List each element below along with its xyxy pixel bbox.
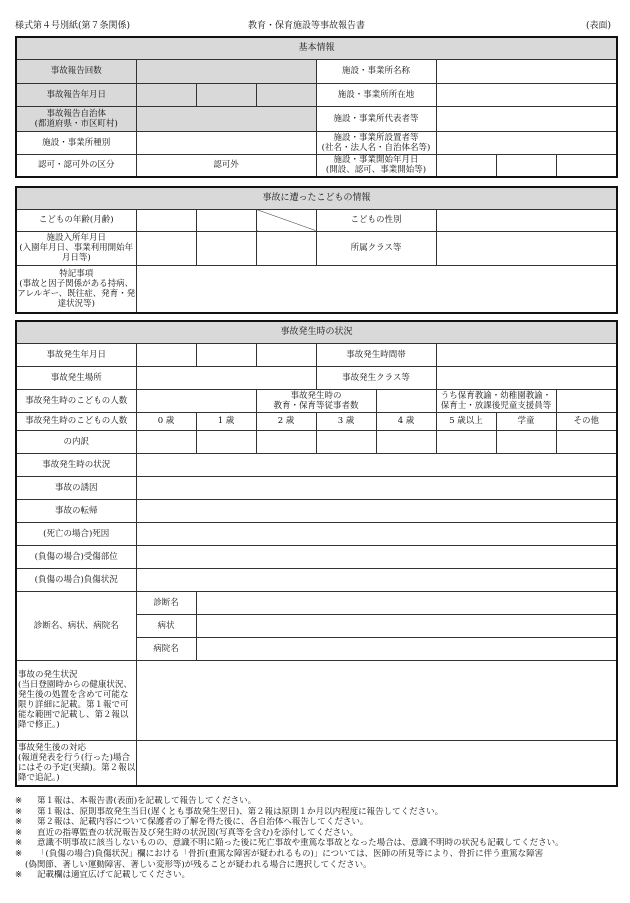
report-date-year[interactable] [136,83,196,106]
municipality-field[interactable] [136,106,316,131]
num-children-label: 事故発生時のこどもの人数 [16,389,136,412]
special-notes-label: 特記事項 (事故と因子関係がある持病、アレルギー、既往症、発育・発達状況等) [16,265,136,313]
cause-label: 事故の誘因 [16,476,136,499]
incident-class-label: 事故発生クラス等 [316,366,436,389]
age-header-0: 0 歳 [136,412,196,430]
age-header-3: 3 歳 [316,412,376,430]
diagnosis-label: 診断名 [136,591,196,614]
situation-field[interactable] [136,453,617,476]
age-header-1: 1 歳 [196,412,256,430]
start-date-label: 施設・事業開始年月日 (開設、認可、事業開始等) [316,154,436,177]
incident-table [15,320,618,787]
note-item: (偽関節、著しい運動障害、著しい変形等)が残ることが疑われる場合に選択してください。 [25,859,372,870]
hospital-field[interactable] [196,637,617,660]
response-label: 事故発生後の対応 (報道発表を行う(行った)場合にはその予定(実績)。第２報以降で追記。) [16,740,136,786]
age-count-4[interactable] [376,430,436,453]
child-gender-field[interactable] [436,209,617,231]
age-header-6: 学童 [496,412,556,430]
age-count-2[interactable] [256,430,316,453]
special-notes-field[interactable] [136,265,617,313]
section-child-info: 事故に遭ったこどもの情報 [16,187,617,209]
num-staff-field[interactable] [376,389,436,412]
injury-site-field[interactable] [136,545,617,568]
injury-status-field[interactable] [136,568,617,591]
incident-class-field[interactable] [436,366,617,389]
injury-site-label: (負傷の場合)受傷部位 [16,545,136,568]
age-header-7: その他 [556,412,617,430]
progress-label: 事故の発生状況 (当日登園時からの健康状況、発生後の処置を含めて可能な限り詳細に記載。第１報で可能な範囲で記載し、第２報以降で修正。) [16,660,136,740]
facility-address-label: 施設・事業所所在地 [316,83,436,106]
report-date-label: 事故報告年月日 [16,83,136,106]
facility-name-field[interactable] [436,59,617,83]
age-header-5: 5 歳以上 [436,412,496,430]
report-count-label: 事故報告回数 [16,59,136,83]
incident-place-label: 事故発生場所 [16,366,136,389]
num-qualified-field[interactable] [556,389,617,412]
child-class-field[interactable] [436,231,617,265]
diagnosis-field[interactable] [196,591,617,614]
founder-label: 施設・事業所設置者等 (社名・法人名・自治体名等) [316,131,436,154]
age-header-4: 4 歳 [376,412,436,430]
diagnosis-group-label: 診断名、病状、病院名 [16,591,136,660]
incident-time-label: 事故発生時間帯 [316,343,436,366]
breakdown-label-1: 事故発生時のこどもの人数 [16,412,136,430]
symptom-label: 病状 [136,614,196,637]
child-age-diagonal [256,209,316,231]
note-item: ※ 第１報は、本報告書(表面)を記載して報告してください。 [15,796,257,806]
injury-status-label: (負傷の場合)負傷状況 [16,568,136,591]
report-date-day[interactable] [256,83,316,106]
age-count-5[interactable] [436,430,496,453]
representative-label: 施設・事業所代表者等 [316,106,436,131]
representative-field[interactable] [436,106,617,131]
section-basic-info: 基本情報 [16,37,617,59]
incident-date-day[interactable] [256,343,316,366]
report-date-month[interactable] [196,83,256,106]
breakdown-label-2: の内訳 [16,430,136,453]
response-field[interactable] [136,740,617,786]
hospital-label: 病院名 [136,637,196,660]
start-date-day[interactable] [556,154,617,177]
start-date-year[interactable] [436,154,496,177]
age-count-0[interactable] [136,430,196,453]
outcome-label: 事故の転帰 [16,499,136,522]
note-item: ※ 直近の指導監査の状況報告及び発生時の状況図(写真等を含む)を添付してください。 [15,827,359,838]
note-item: ※ 記載欄は適宜広げて記載してください。 [15,870,191,881]
situation-label: 事故発生時の状況 [16,453,136,476]
child-age-year[interactable] [136,209,196,231]
child-info-table [15,186,618,314]
age-count-3[interactable] [316,430,376,453]
note-item: ※ 第２報は、記載内容について保護者の了解を得た後に、各自治体へ報告してください。 [15,817,369,828]
note-item: ※ 第１報は、原則事故発生当日(遅くとも事故発生翌日)、第２報は原則１か月以内程度に報告してください。 [15,806,444,817]
age-count-1[interactable] [196,430,256,453]
age-header-2: 2 歳 [256,412,316,430]
num-qualified-label: うち保育教諭・幼稚園教諭・ 保育士・放課後児童支援員等 [436,389,556,412]
notes-list [15,796,620,881]
facility-type-label: 施設・事業所種別 [16,131,136,154]
facility-address-field[interactable] [436,83,617,106]
incident-date-year[interactable] [136,343,196,366]
child-age-month[interactable] [196,209,256,231]
death-cause-label: (死亡の場合)死因 [16,522,136,545]
outcome-field[interactable] [136,499,617,522]
incident-date-month[interactable] [196,343,256,366]
symptom-field[interactable] [196,614,617,637]
age-count-7[interactable] [556,430,617,453]
form-title: 教育・保育施設等事故報告書 [248,21,366,31]
section-incident: 事故発生時の状況 [16,321,617,343]
incident-place-field[interactable] [136,366,316,389]
enrollment-month[interactable] [196,231,256,265]
enrollment-year[interactable] [136,231,196,265]
report-count-field[interactable] [136,59,316,83]
enrollment-day[interactable] [256,231,316,265]
auth-type-value[interactable]: 認可外 [136,154,316,177]
form-number: 様式第４号別紙(第７条関係) [15,21,131,31]
age-count-6[interactable] [496,430,556,453]
incident-time-field[interactable] [436,343,617,366]
incident-date-label: 事故発生年月日 [16,343,136,366]
start-date-month[interactable] [496,154,556,177]
founder-field[interactable] [436,131,617,154]
auth-type-label: 認可・認可外の区分 [16,154,136,177]
facility-name-label: 施設・事業所名称 [316,59,436,83]
progress-field[interactable] [136,660,617,740]
num-staff-label: 事故発生時の 教育・保育等従事者数 [256,389,376,412]
cause-field[interactable] [136,476,617,499]
facility-type-field[interactable] [136,131,316,154]
municipality-label: 事故報告自治体 (都道府県・市区町村) [16,106,136,131]
child-gender-label: こどもの性別 [316,209,436,231]
note-item: ※ 意識不明事故に該当しないものの、意識不明に陥った後に死亡事故や重篤な事故となった場合は、意識不明時の状況も記載してください。 [15,838,564,849]
basic-info-table [15,36,618,178]
page-side-label: (表面) [586,21,612,31]
num-children-field[interactable] [136,389,256,412]
note-item: ※ 「(負傷の場合)負傷状況」欄における「骨折(重篤な障害が疑われるもの)」については、医師の所見等により、骨折に伴う重篤な障害 [15,848,544,859]
enrollment-label: 施設入所年月日 (入園年月日、事業利用開始年月日等) [16,231,136,265]
child-age-label: こどもの年齢(月齢) [16,209,136,231]
child-class-label: 所属クラス等 [316,231,436,265]
death-cause-field[interactable] [136,522,617,545]
